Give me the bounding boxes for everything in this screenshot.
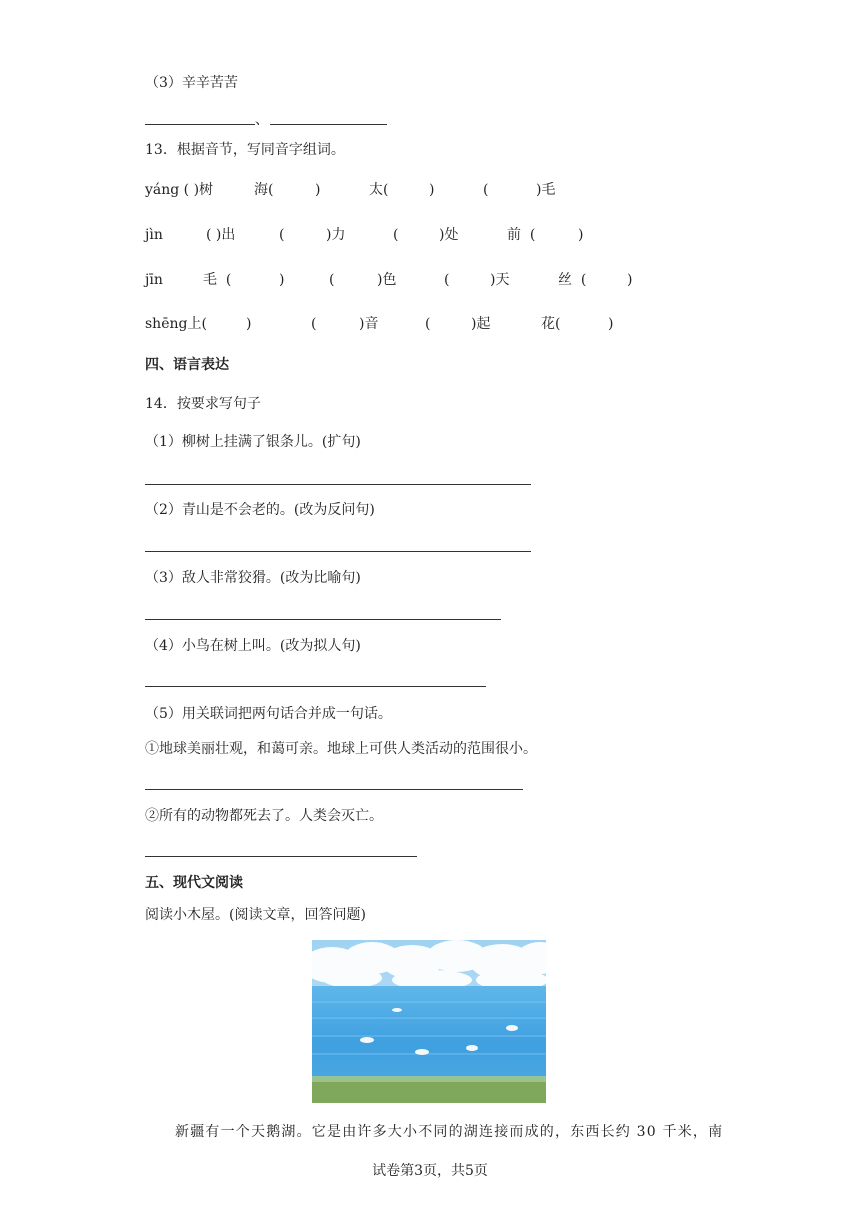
swan-lake-illustration (312, 940, 546, 1103)
q14-item-5: （5）用关联词把两句话合并成一句话。 (145, 706, 392, 722)
answer-line[interactable] (145, 789, 523, 790)
q13-title: 13．根据音节，写同音字组词。 (145, 142, 345, 158)
q12-item-3: （3）辛辛苦苦 (145, 75, 238, 91)
answer-line[interactable] (145, 551, 531, 552)
lake-image (312, 940, 546, 1103)
answer-line[interactable] (145, 484, 531, 485)
reading-intro: 阅读小木屋。(阅读文章，回答问题) (145, 907, 366, 923)
q14-title: 14．按要求写句子 (145, 396, 261, 412)
answer-blank[interactable] (145, 124, 255, 125)
answer-blank[interactable] (270, 124, 387, 125)
reading-passage: 新疆有一个天鹅湖。它是由许多大小不同的湖连接而成的，东西长约 30 千米，南 (175, 1124, 724, 1140)
q14-item-1: （1）柳树上挂满了银条儿。(扩句) (145, 434, 361, 450)
q14-sub-2: ②所有的动物都死去了。人类会灭亡。 (145, 808, 383, 824)
answer-line[interactable] (145, 619, 501, 620)
q14-sub-1: ①地球美丽壮观，和蔼可亲。地球上可供人类活动的范围很小。 (145, 741, 537, 757)
separator: 、 (255, 112, 269, 128)
section-heading-5: 五、现代文阅读 (145, 875, 243, 891)
q14-item-2: （2）青山是不会老的。(改为反问句) (145, 502, 375, 518)
q14-item-3: （3）敌人非常狡猾。(改为比喻句) (145, 570, 361, 586)
q14-item-4: （4）小鸟在树上叫。(改为拟人句) (145, 638, 361, 654)
answer-line[interactable] (145, 856, 417, 857)
section-heading-4: 四、语言表达 (145, 357, 229, 373)
answer-line[interactable] (145, 686, 486, 687)
page-footer: 试卷第3页，共5页 (372, 1163, 488, 1179)
